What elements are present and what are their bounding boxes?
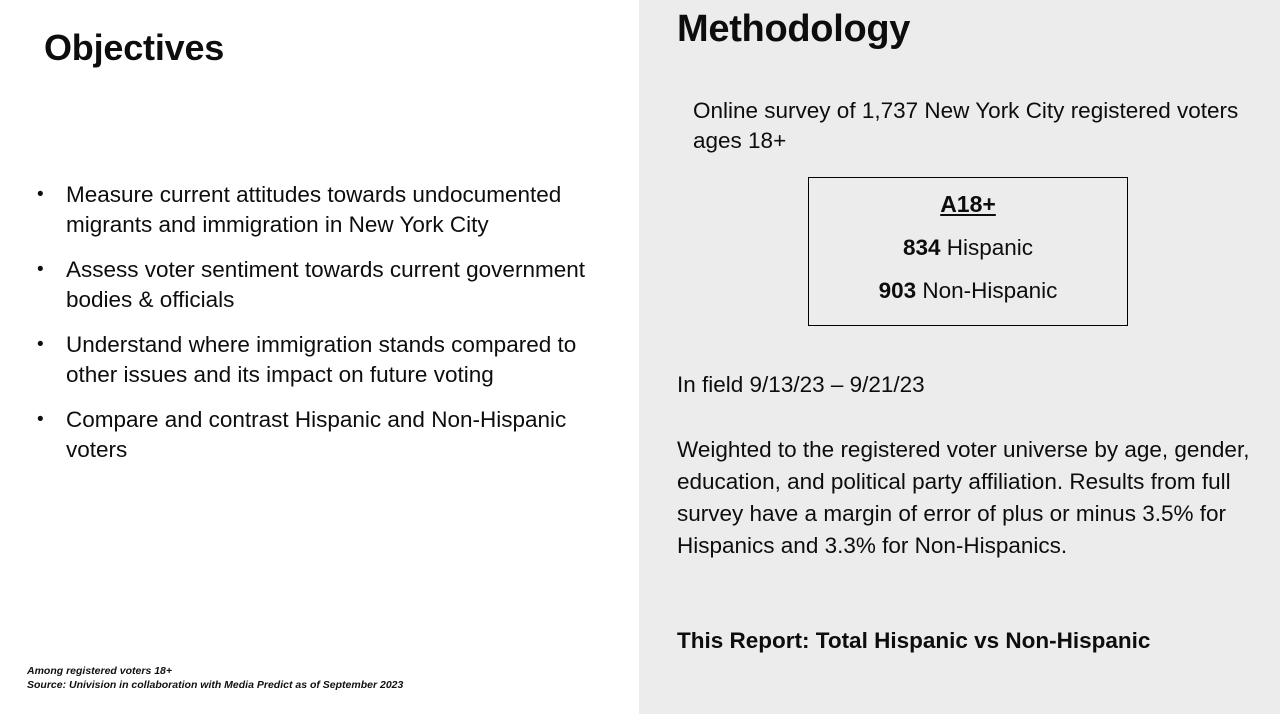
list-item: [30, 405, 590, 465]
sample-label-hispanic: Hispanic: [946, 235, 1034, 260]
sample-label-non-hispanic: Non-Hispanic: [922, 278, 1058, 303]
sample-row-hispanic: [809, 235, 1127, 261]
report-scope: This Report: Total Hispanic vs Non-Hispanic: [677, 628, 1151, 653]
list-item: [30, 180, 590, 240]
objectives-panel: [0, 0, 639, 714]
list-item-label: Understand where immigration stands compared to other issues and its impact on future voting: [66, 332, 577, 387]
sample-size-box: [808, 177, 1128, 326]
bullet-icon: •: [37, 184, 44, 205]
bullet-icon: •: [37, 409, 44, 430]
objectives-list: [30, 180, 590, 480]
field-dates: In field 9/13/23 – 9/21/23: [677, 372, 925, 397]
bullet-icon: •: [37, 259, 44, 280]
sample-count-hispanic: 834: [902, 235, 941, 260]
bullet-icon: •: [37, 334, 44, 355]
sample-count-non-hispanic: 903: [878, 278, 917, 303]
weighting-note: Weighted to the registered voter universe by age, gender, education, and political party affiliation. Results from full survey have a margin of error of plus or minus 3.5% for Hispanics and 3.3% for Non-Hispanics.: [677, 437, 1250, 558]
list-item: [30, 330, 590, 390]
methodology-title: Methodology: [677, 8, 911, 50]
objectives-title: Objectives: [44, 27, 225, 68]
footnote-source: Source: Univision in collaboration with Media Predict as of September 2023: [27, 679, 404, 691]
sample-box-header: A18+: [940, 191, 996, 217]
list-item-label: Measure current attitudes towards undocumented migrants and immigration in New York City: [66, 182, 562, 237]
list-item: [30, 255, 590, 315]
list-item-label: Assess voter sentiment towards current government bodies & officials: [66, 257, 585, 312]
survey-description: Online survey of 1,737 New York City registered voters ages 18+: [693, 98, 1239, 153]
list-item-label: Compare and contrast Hispanic and Non-Hispanic voters: [66, 407, 567, 462]
footnote-base: Among registered voters 18+: [27, 665, 173, 677]
footnotes: [27, 664, 403, 692]
sample-row-non-hispanic: [809, 278, 1127, 304]
methodology-panel: [639, 0, 1280, 714]
